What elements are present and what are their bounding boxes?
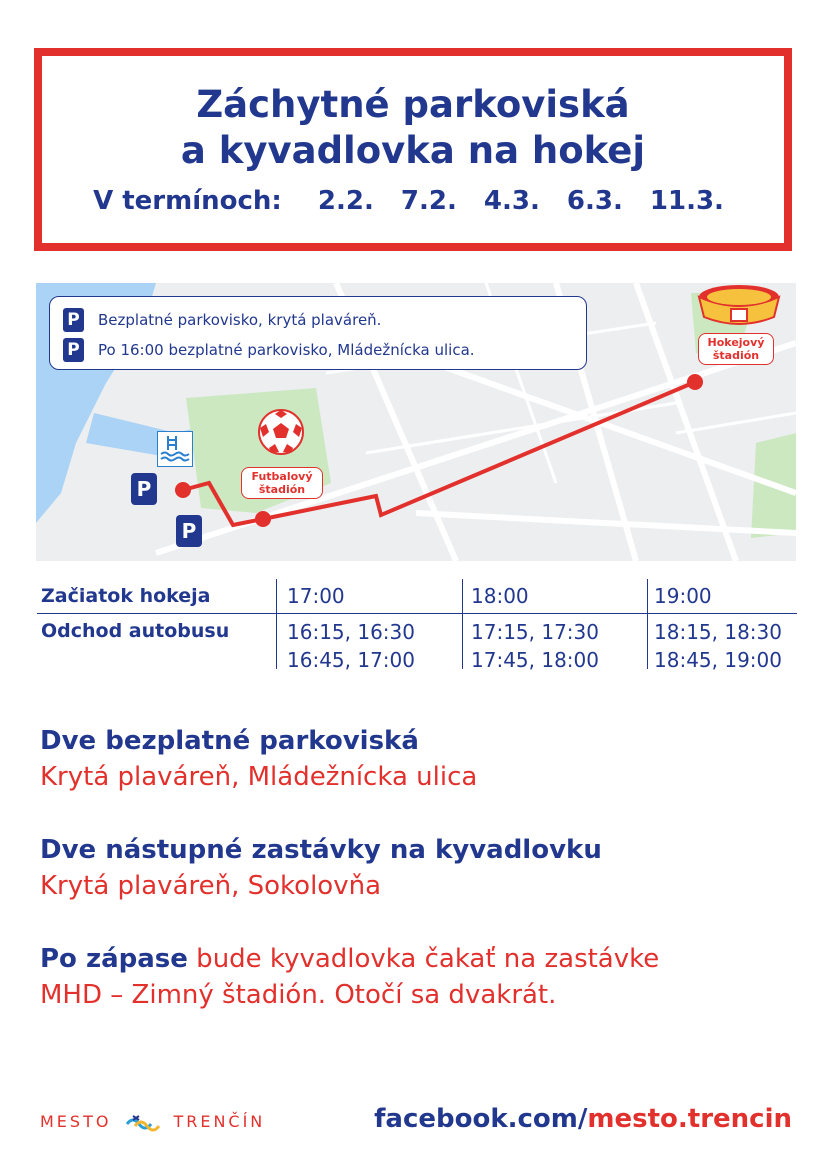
start-time-1: 17:00 [287,584,345,608]
date-5: 11.3. [649,186,724,216]
legend-item-1: Bezplatné parkovisko, krytá plaváreň. [98,311,382,329]
parking-title: Dve bezplatné parkoviská [40,726,419,756]
football-stadium-label [241,467,323,499]
stops-title: Dve nástupné zastávky na kyvadlovku [40,835,602,865]
parking-section [40,723,477,795]
bus-time-1a: 16:15, 16:30 [287,620,415,644]
title-box [34,48,792,251]
bus-time-1b: 16:45, 17:00 [287,648,415,672]
map-legend [49,296,587,370]
bus-time-3a: 18:15, 18:30 [654,620,782,644]
stops-section [40,832,602,904]
stop-pool [175,482,191,498]
after-match-bold: Po zápase [40,944,188,974]
bus-time-2a: 17:15, 17:30 [471,620,599,644]
logo-text-trencin: TRENČÍN [173,1111,266,1131]
legend-row-2 [63,338,475,362]
date-1: 2.2. [317,186,374,216]
start-time-2: 18:00 [471,584,529,608]
parking-icon: P [63,338,84,362]
table-divider [647,579,648,669]
facebook-suffix: mesto.trencin [587,1104,792,1134]
title-line-1: Záchytné parkoviská [196,83,630,126]
hockey-label-line-2: štadión [712,349,760,362]
table-divider [276,579,277,669]
parking-marker-pool: P [131,473,157,505]
start-time-3: 19:00 [654,584,712,608]
hockey-stadium-label [698,333,774,365]
bus-time-2b: 17:45, 18:00 [471,648,599,672]
bus-time-3b: 18:45, 19:00 [654,648,782,672]
table-row-divider [37,613,797,614]
parking-marker-youth-street: P [176,515,202,547]
after-match-text-1: bude kyvadlovka čakať na zastávke [187,944,660,974]
legend-item-2: Po 16:00 bezplatné parkovisko, Mládežnícka ulica. [98,341,475,359]
stop-sokolovna [255,511,271,527]
hockey-stadium-icon [694,283,784,329]
table-divider [462,579,463,669]
legend-row-1 [63,308,381,332]
football-icon [257,408,305,456]
logo-text-mesto: MESTO [40,1111,112,1131]
city-emblem-icon [125,1110,161,1132]
facebook-link[interactable] [374,1104,792,1134]
hockey-label-line-1: Hokejový [707,336,765,349]
title-line-2: a kyvadlovka na hokej [180,129,646,172]
after-match-text-2: MHD – Zimný štadión. Otočí sa dvakrát. [40,980,557,1010]
dates-line [42,186,784,216]
city-logo [40,1110,265,1132]
date-2: 7.2. [400,186,457,216]
route-map [36,283,796,561]
football-label-line-1: Futbalový [251,470,313,483]
parking-icon: P [63,308,84,332]
row-label-bus: Odchod autobusu [41,620,230,642]
dates-label: V termínoch: [93,186,282,216]
swimming-pool-icon [157,431,193,467]
date-3: 4.3. [483,186,540,216]
after-match-section [40,941,659,1013]
date-4: 6.3. [566,186,623,216]
stops-text: Krytá plaváreň, Sokolovňa [40,871,381,901]
football-label-line-2: štadión [258,483,306,496]
stop-hockey [687,374,703,390]
facebook-prefix: facebook.com/ [374,1104,588,1134]
parking-text: Krytá plaváreň, Mládežnícka ulica [40,762,478,792]
row-label-start: Začiatok hokeja [41,585,211,607]
